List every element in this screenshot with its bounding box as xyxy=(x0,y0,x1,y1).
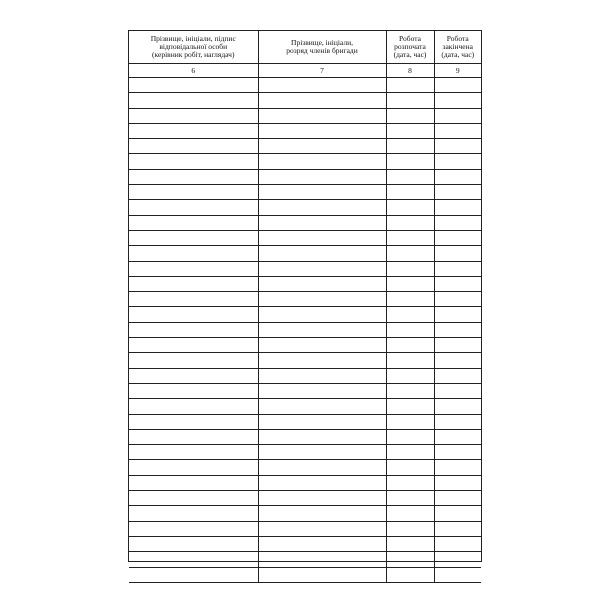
table-row xyxy=(129,261,481,276)
table-row xyxy=(129,123,481,138)
column-number-8: 8 xyxy=(386,64,434,78)
table-cell xyxy=(129,475,258,490)
table-row xyxy=(129,185,481,200)
table-row xyxy=(129,276,481,291)
table-cell xyxy=(129,169,258,184)
table-cell xyxy=(258,536,386,551)
table-row xyxy=(129,491,481,506)
table-cell xyxy=(258,414,386,429)
column-header-work-started: Робота розпочата (дата, час) xyxy=(386,31,434,64)
table-cell xyxy=(258,506,386,521)
table-cell xyxy=(258,261,386,276)
table-cell xyxy=(386,93,434,108)
table-cell xyxy=(258,491,386,506)
table-cell xyxy=(434,552,481,567)
table-row xyxy=(129,108,481,123)
table-cell xyxy=(258,460,386,475)
table-cell xyxy=(434,491,481,506)
table-cell xyxy=(258,567,386,582)
table-cell xyxy=(434,475,481,490)
table-cell xyxy=(434,414,481,429)
table-cell xyxy=(434,185,481,200)
table-cell xyxy=(129,200,258,215)
table-cell xyxy=(258,383,386,398)
table-cell xyxy=(386,292,434,307)
table-cell xyxy=(129,399,258,414)
table-cell xyxy=(386,154,434,169)
table-row xyxy=(129,445,481,460)
table-cell xyxy=(258,338,386,353)
table-row xyxy=(129,414,481,429)
table-cell xyxy=(386,139,434,154)
table-cell xyxy=(434,445,481,460)
table-cell xyxy=(386,552,434,567)
table-cell xyxy=(386,169,434,184)
table-cell xyxy=(129,338,258,353)
table-cell xyxy=(434,429,481,444)
table-cell xyxy=(434,353,481,368)
table-cell xyxy=(386,521,434,536)
table-cell xyxy=(386,383,434,398)
table-cell xyxy=(434,123,481,138)
table-row xyxy=(129,552,481,567)
table-cell xyxy=(386,108,434,123)
column-header-responsible-person: Прізвище, ініціали, підпис відповідальної особи (керівник робіт, наглядач) xyxy=(129,31,258,64)
log-rows xyxy=(129,78,481,583)
table-cell xyxy=(258,276,386,291)
table-row xyxy=(129,322,481,337)
table-cell xyxy=(386,307,434,322)
table-row xyxy=(129,475,481,490)
table-cell xyxy=(258,521,386,536)
table-cell xyxy=(129,460,258,475)
table-cell xyxy=(129,552,258,567)
table-cell xyxy=(386,368,434,383)
table-row xyxy=(129,307,481,322)
column-number-row xyxy=(129,64,481,78)
table-cell xyxy=(434,521,481,536)
table-cell xyxy=(434,246,481,261)
table-cell xyxy=(258,399,386,414)
table-cell xyxy=(434,399,481,414)
column-header-work-finished: Робота закінчена (дата, час) xyxy=(434,31,481,64)
journal-page xyxy=(128,30,482,562)
table-cell xyxy=(258,215,386,230)
table-cell xyxy=(434,307,481,322)
table-row xyxy=(129,460,481,475)
table-cell xyxy=(258,292,386,307)
table-cell xyxy=(386,567,434,582)
table-cell xyxy=(129,108,258,123)
table-row xyxy=(129,139,481,154)
table-cell xyxy=(386,338,434,353)
table-cell xyxy=(258,322,386,337)
table-cell xyxy=(129,429,258,444)
table-cell xyxy=(386,185,434,200)
table-cell xyxy=(434,108,481,123)
table-cell xyxy=(258,445,386,460)
table-cell xyxy=(434,200,481,215)
table-cell xyxy=(129,123,258,138)
table-cell xyxy=(434,292,481,307)
table-cell xyxy=(129,322,258,337)
table-cell xyxy=(434,536,481,551)
work-log-table xyxy=(129,31,481,583)
table-cell xyxy=(434,338,481,353)
table-cell xyxy=(386,491,434,506)
table-cell xyxy=(386,200,434,215)
table-cell xyxy=(434,460,481,475)
table-cell xyxy=(129,215,258,230)
table-cell xyxy=(129,353,258,368)
column-number-9: 9 xyxy=(434,64,481,78)
table-row xyxy=(129,200,481,215)
table-cell xyxy=(386,445,434,460)
table-cell xyxy=(258,123,386,138)
table-cell xyxy=(129,185,258,200)
table-cell xyxy=(129,506,258,521)
table-cell xyxy=(129,78,258,93)
table-cell xyxy=(129,567,258,582)
table-cell xyxy=(258,200,386,215)
table-cell xyxy=(258,307,386,322)
table-cell xyxy=(129,491,258,506)
table-cell xyxy=(434,215,481,230)
table-row xyxy=(129,169,481,184)
header-row xyxy=(129,31,481,64)
table-cell xyxy=(434,78,481,93)
table-cell xyxy=(258,78,386,93)
table-cell xyxy=(386,399,434,414)
table-cell xyxy=(129,139,258,154)
table-row xyxy=(129,230,481,245)
table-row xyxy=(129,536,481,551)
table-cell xyxy=(129,414,258,429)
table-cell xyxy=(258,108,386,123)
table-row xyxy=(129,383,481,398)
table-cell xyxy=(386,475,434,490)
table-cell xyxy=(129,292,258,307)
table-cell xyxy=(386,414,434,429)
table-row xyxy=(129,429,481,444)
table-cell xyxy=(129,536,258,551)
table-cell xyxy=(129,276,258,291)
table-cell xyxy=(129,383,258,398)
table-cell xyxy=(258,552,386,567)
table-cell xyxy=(386,123,434,138)
table-cell xyxy=(386,215,434,230)
table-cell xyxy=(386,506,434,521)
table-cell xyxy=(386,429,434,444)
table-cell xyxy=(386,353,434,368)
table-cell xyxy=(258,169,386,184)
table-cell xyxy=(386,276,434,291)
table-cell xyxy=(129,521,258,536)
table-cell xyxy=(258,139,386,154)
table-cell xyxy=(258,93,386,108)
table-cell xyxy=(129,93,258,108)
table-cell xyxy=(258,246,386,261)
table-row xyxy=(129,521,481,536)
table-cell xyxy=(386,322,434,337)
table-cell xyxy=(386,536,434,551)
table-row xyxy=(129,215,481,230)
table-cell xyxy=(386,230,434,245)
table-cell xyxy=(258,353,386,368)
table-cell xyxy=(129,246,258,261)
table-cell xyxy=(258,475,386,490)
table-row xyxy=(129,338,481,353)
table-cell xyxy=(129,445,258,460)
table-cell xyxy=(386,78,434,93)
table-cell xyxy=(434,506,481,521)
table-row xyxy=(129,78,481,93)
table-row xyxy=(129,246,481,261)
table-cell xyxy=(129,368,258,383)
table-cell xyxy=(258,154,386,169)
table-cell xyxy=(386,261,434,276)
column-header-brigade-members: Прізвище, ініціали, розряд членів бригади xyxy=(258,31,386,64)
table-row xyxy=(129,93,481,108)
table-cell xyxy=(434,154,481,169)
table-row xyxy=(129,368,481,383)
table-cell xyxy=(434,230,481,245)
table-cell xyxy=(258,429,386,444)
table-row xyxy=(129,292,481,307)
table-cell xyxy=(434,93,481,108)
table-cell xyxy=(434,261,481,276)
column-number-6: 6 xyxy=(129,64,258,78)
table-cell xyxy=(258,368,386,383)
table-cell xyxy=(434,169,481,184)
table-row xyxy=(129,353,481,368)
table-cell xyxy=(434,567,481,582)
column-number-7: 7 xyxy=(258,64,386,78)
table-cell xyxy=(258,230,386,245)
table-cell xyxy=(434,139,481,154)
table-cell xyxy=(386,246,434,261)
table-cell xyxy=(434,276,481,291)
table-row xyxy=(129,506,481,521)
table-cell xyxy=(129,230,258,245)
table-row xyxy=(129,154,481,169)
table-cell xyxy=(434,383,481,398)
table-cell xyxy=(434,368,481,383)
table-cell xyxy=(129,307,258,322)
table-cell xyxy=(129,154,258,169)
table-row xyxy=(129,399,481,414)
table-cell xyxy=(129,261,258,276)
table-row xyxy=(129,567,481,582)
table-cell xyxy=(386,460,434,475)
table-cell xyxy=(258,185,386,200)
table-cell xyxy=(434,322,481,337)
